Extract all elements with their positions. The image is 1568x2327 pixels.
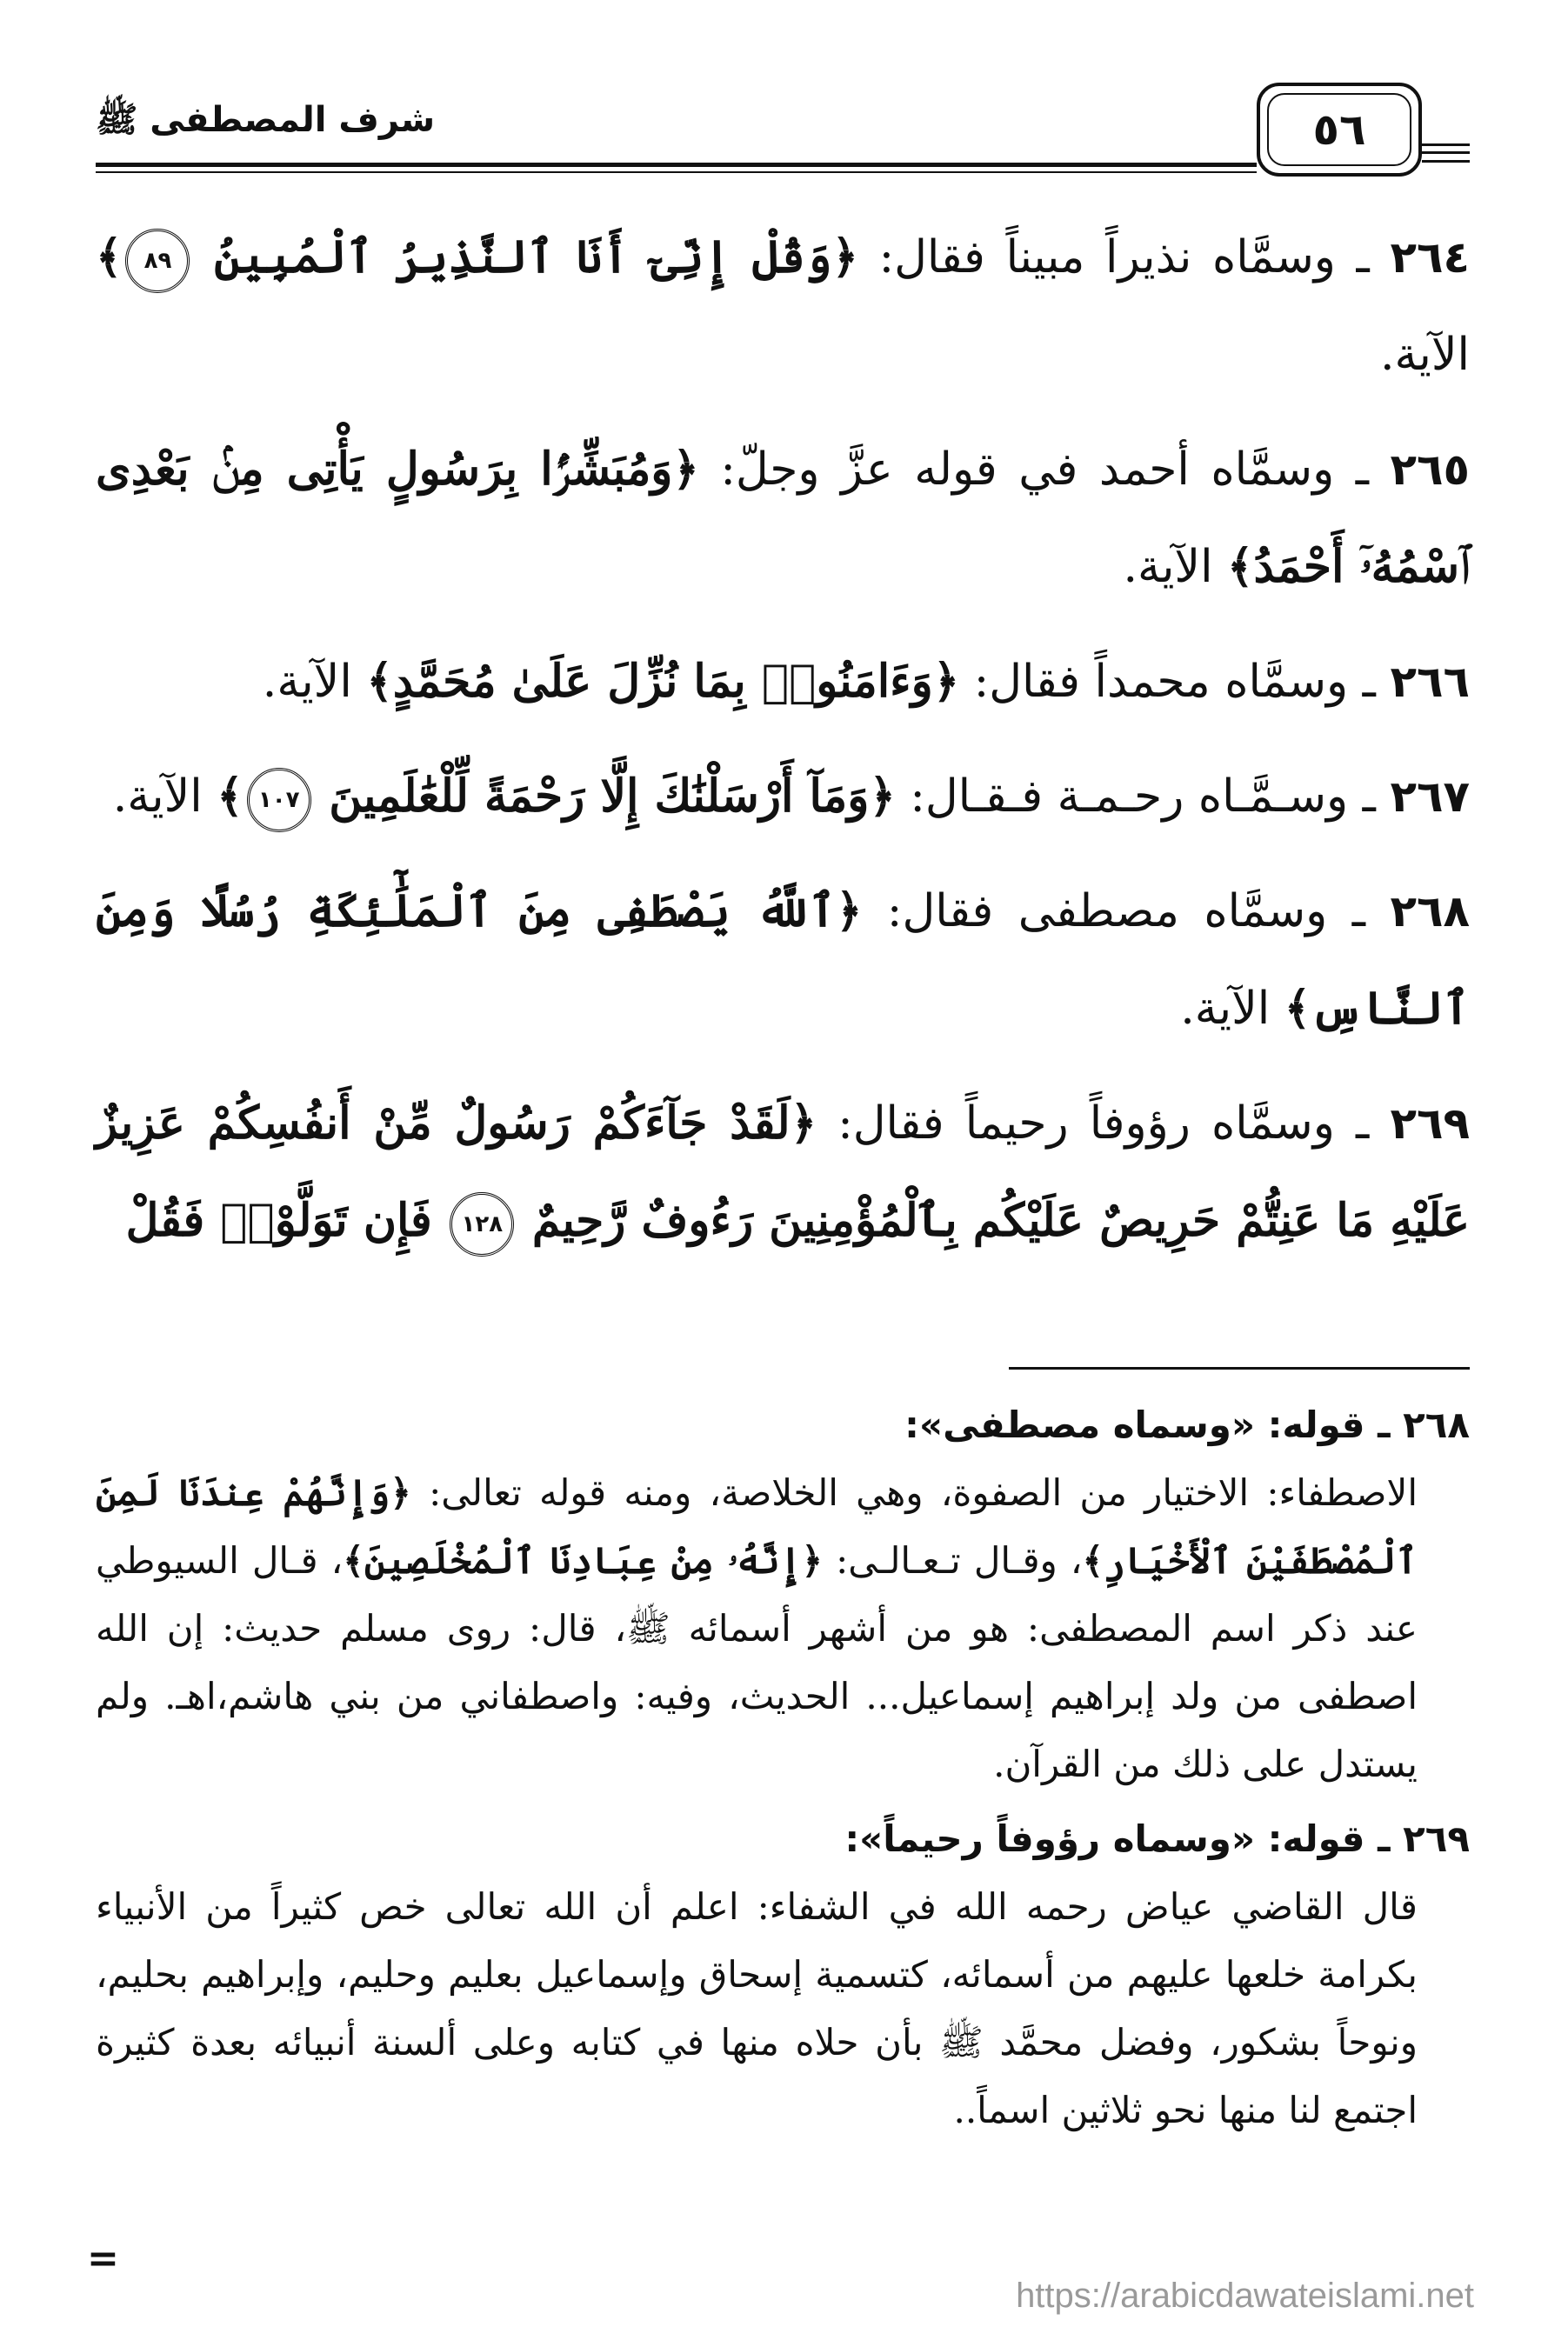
- footnote-quran-quote: ﴿إِنَّهُۥ مِنْ عِبَادِنَا ٱلْمُخْلَصِينَ﴾: [343, 1539, 824, 1582]
- page-header: [96, 83, 1470, 178]
- footnote-text-268: [96, 1459, 1418, 1798]
- quran-close-bracket: ﴾: [1227, 541, 1254, 593]
- paragraph-lead: ـ وسـمَّـاه رحـمـة فـقـال:: [895, 770, 1391, 823]
- footnotes: [96, 1391, 1470, 2151]
- paragraph-number: ٢٦٨: [1390, 886, 1470, 937]
- header-rule-right: [1422, 143, 1470, 163]
- running-title: شرف المصطفى ﷺ: [96, 100, 436, 140]
- paragraph-number: ٢٦٥: [1390, 444, 1470, 495]
- quran-open-bracket: ﴿: [836, 885, 863, 937]
- quran-quote: ٱللَّهُ يَصْطَفِى مِنَ ٱلْمَلَٰٓئِكَةِ رُسُلًا وَمِنَ ٱلنَّاسِ: [96, 884, 1470, 1035]
- paragraph-265: [96, 421, 1470, 616]
- footnote-separator: [1009, 1367, 1470, 1370]
- footnote-text: ، وقـال تـعـالـى:: [823, 1539, 1083, 1582]
- paragraph-264: [96, 209, 1470, 403]
- quran-open-bracket: ﴿: [672, 443, 699, 496]
- paragraph-tail: الآية.: [1180, 983, 1284, 1035]
- paragraph-number: ٢٦٤: [1390, 232, 1471, 283]
- quran-quote-continued: فَإِن تَوَلَّوْا۟ فَقُلْ: [125, 1194, 432, 1247]
- paragraph-tail: الآية.: [112, 770, 217, 823]
- quran-open-bracket: ﴿: [831, 231, 858, 283]
- paragraph-267: [96, 748, 1470, 845]
- ayah-number-icon: ١٢٨: [450, 1192, 514, 1257]
- paragraph-tail: الآية.: [262, 656, 367, 708]
- footnote-text-269: [96, 1873, 1418, 2144]
- page-number: ٥٦: [1267, 93, 1411, 166]
- quran-close-bracket: ﴾: [1284, 983, 1311, 1035]
- footnote-heading-269: ٢٦٩ ـ قوله: «وسماه رؤوفاً رحيماً»:: [844, 1817, 1470, 1860]
- paragraph-lead: ـ وسمَّاه مصطفى فقال:: [862, 885, 1391, 937]
- watermark-url: https://arabicdawateislami.net: [1016, 2277, 1474, 2315]
- continuation-mark: =: [87, 2237, 119, 2281]
- quran-quote: وَقُلْ إِنِّىٓ أَنَا ٱلنَّذِيرُ ٱلْمُبِينُ: [214, 230, 832, 283]
- quran-open-bracket: ﴿: [869, 770, 896, 823]
- paragraph-lead: ـ وسمَّاه أحمد في قوله عزَّ وجلّ:: [698, 443, 1391, 496]
- paragraph-tail: الآية.: [1380, 329, 1470, 381]
- ayah-number-icon: ١٠٧: [247, 768, 311, 832]
- quran-close-bracket: ﴾: [217, 770, 244, 823]
- quran-quote: وَءَامَنُوا۟ بِمَا نُزِّلَ عَلَىٰ مُحَمَّدٍ: [392, 655, 933, 708]
- paragraph-lead: ـ وسمَّاه محمداً فقال:: [959, 656, 1391, 708]
- footnote-quran-quote: ﴿وَإِنَّهُمْ عِندَنَا لَمِنَ ٱلْمُصْطَفَيْنَ ٱلْأَخْيَارِ﴾: [96, 1471, 1418, 1582]
- ayah-number-icon: ٨٩: [125, 229, 190, 293]
- paragraph-number: ٢٦٧: [1390, 771, 1470, 822]
- quran-quote: وَمُبَشِّرًۢا بِرَسُولٍ يَأْتِى مِنۢ بَعْدِى ٱسْمُهُۥٓ أَحْمَدُ: [96, 443, 1470, 593]
- paragraph-266: [96, 633, 1470, 730]
- footnote-text: الاصطفاء: الاختيار من الصفوة، وهي الخلاصة، ومنه قوله تعالى:: [410, 1471, 1418, 1514]
- quran-close-bracket: ﴾: [366, 656, 393, 708]
- quran-close-bracket: ﴾: [96, 231, 123, 283]
- footnote-heading-268: ٢٦٨ ـ قوله: «وسماه مصطفى»:: [904, 1404, 1470, 1446]
- paragraph-269: [96, 1075, 1470, 1270]
- footnote-text: ، قـال السيوطي عند ذكر اسم المصطفى: هو من أشهر أسمائه ﷺ، قال: روى مسلم حديث: إن الله اصطفى من ولد إبراهيم إسماعيل... الحديث، وفيه: واصطفاني من بني هاشم،اهـ. ولم يستدل على ذلك من القرآن.: [96, 1539, 1418, 1785]
- header-rule: [96, 163, 1257, 173]
- paragraph-number: ٢٦٩: [1390, 1098, 1470, 1149]
- quran-open-bracket: ﴿: [932, 656, 960, 708]
- paragraph-268: [96, 863, 1470, 1057]
- paragraph-number: ٢٦٦: [1390, 657, 1470, 707]
- quran-open-bracket: ﴿: [790, 1097, 817, 1150]
- page-number-frame: [1257, 83, 1422, 177]
- quran-quote: لَقَدْ جَآءَكُمْ رَسُولٌ مِّنْ أَنفُسِكُمْ عَزِيزٌ عَلَيْهِ مَا عَنِتُّمْ حَرِيصٌ عَلَيْكُم بِٱلْمُؤْمِنِينَ رَءُوفٌ رَّحِيمٌ: [96, 1097, 1470, 1247]
- main-text: [96, 209, 1470, 1287]
- footnote-text: قال القاضي عياض رحمه الله في الشفاء: اعلم أن الله تعالى خص كثيراً من الأنبياء بكرامة خلعها عليهم من أسمائه، كتسمية إسحاق وإسماعيل بعليم وحليم، وإبراهيم بحليم، ونوحاً بشكور، وفضل محمَّد ﷺ بأن حلاه منها في كتابه وعلى ألسنة أنبيائه بعدة كثيرة اجتمع لنا منها نحو ثلاثين اسماً..: [96, 1885, 1418, 2131]
- paragraph-lead: ـ وسمَّاه رؤوفاً رحيماً فقال:: [817, 1097, 1391, 1150]
- quran-quote: وَمَآ أَرْسَلْنَٰكَ إِلَّا رَحْمَةً لِّلْعَٰلَمِينَ: [329, 770, 870, 823]
- paragraph-lead: ـ وسمَّاه نذيراً مبيناً فقال:: [857, 231, 1391, 283]
- paragraph-tail: الآية.: [1123, 541, 1228, 593]
